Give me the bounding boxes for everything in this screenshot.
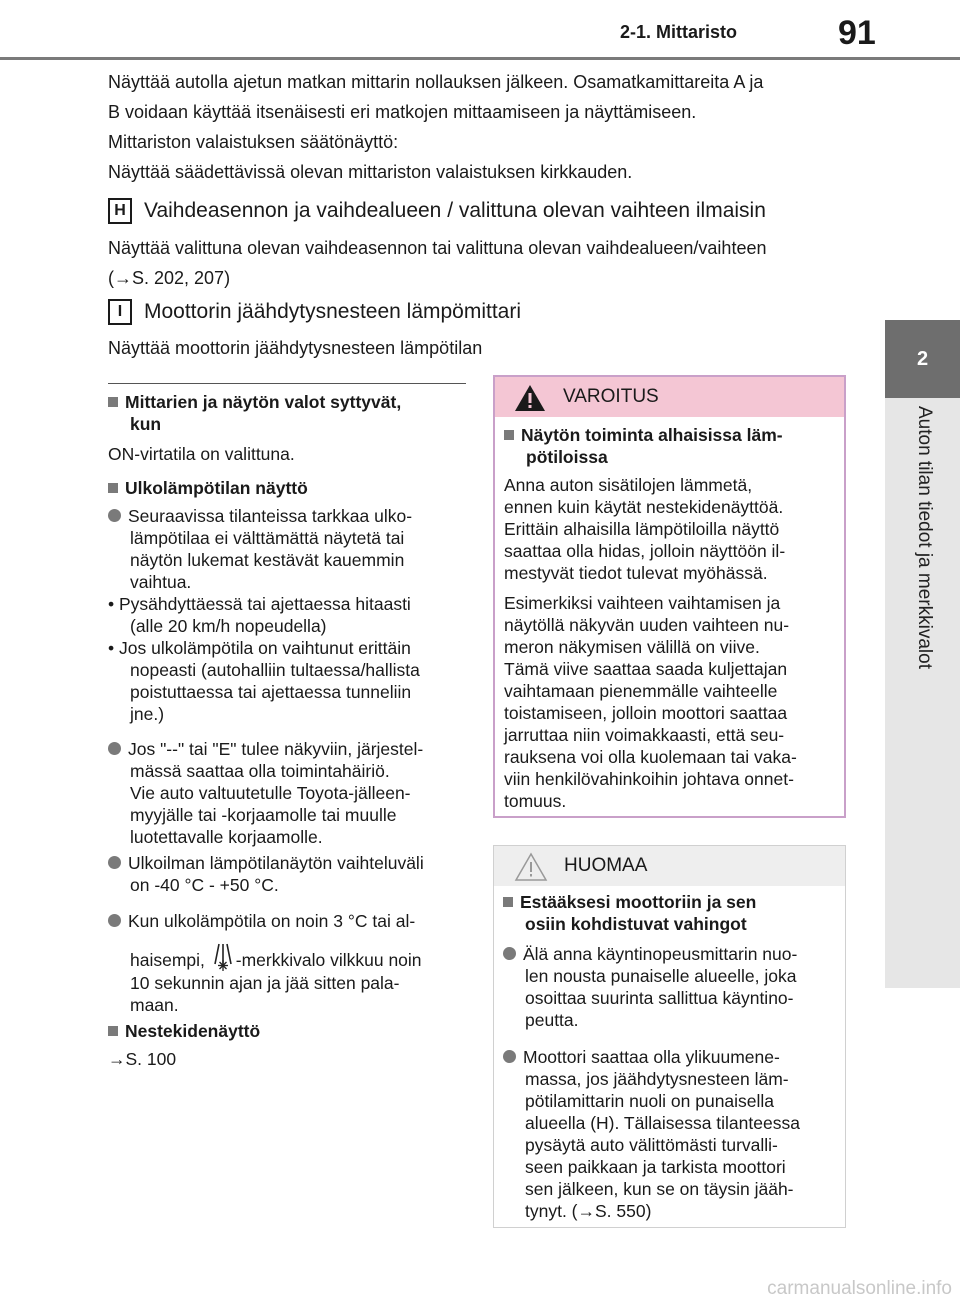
- left-text-1: ON-virtatila on valittuna.: [108, 444, 295, 464]
- left-bullet-2: Jos "--" tai "E" tulee näkyviin, järjestel- mässä saattaa olla toimintahäiriö. Vie auto valtuutetulle Toyota-jälleen- myyjälle tai -korjaamolle tai muulle luotettavalle korjaamolle.: [108, 738, 468, 848]
- square-bullet-icon: [108, 397, 118, 407]
- intro-line-4: Näyttää säädettävissä olevan mittariston valaistuksen kirkkauden.: [108, 162, 633, 182]
- section-h-title: Vaihdeasennon ja vaihdealueen / valittuna olevan vaihteen ilmaisin: [144, 199, 766, 222]
- section-h-text-2: (→S. 202, 207): [108, 268, 231, 288]
- round-bullet-icon: [503, 1050, 516, 1063]
- left-reference: →S. 100: [108, 1049, 177, 1069]
- square-bullet-icon: [504, 430, 514, 440]
- square-bullet-icon: [108, 1026, 118, 1036]
- notice-box: [493, 845, 846, 1228]
- round-bullet-icon: [108, 742, 121, 755]
- round-bullet-icon: [108, 856, 121, 869]
- square-bullet-icon: [503, 897, 513, 907]
- warning-heading: Näytön toiminta alhaisissa läm- pötiloissa: [504, 424, 839, 468]
- chapter-title: Auton tilan tiedot ja merkkivalot: [914, 406, 935, 669]
- left-heading-3: Nestekidenäyttö: [108, 1020, 468, 1042]
- intro-line-2: B voidaan käyttää itsenäisesti eri matkojen mittaamiseen ja näyttämiseen.: [108, 102, 697, 122]
- warning-paragraph-2: Esimerkiksi vaihteen vaihtamisen ja näytöllä näkyvän uuden vaihteen nu- meron näkymisen välillä on viive. Tämä viive saattaa saada kuljettajan vaihtamaan pienemmälle vaihteelle toistamiseen, jolloin moottori saattaa jarruttaa niin voimakkaasti, että seu- rauksena voi olla kuolemaan tai vaka- viin henkilövahinkoihin johtava onnet- tomuus.: [504, 593, 797, 811]
- warning-triangle-outline-icon: [514, 852, 548, 887]
- left-bullet-1: Seuraavissa tilanteissa tarkkaa ulko- lämpötilaa ei välttämättä näytetä tai näytön lukemat kestävät kauemmin vaihtua. • Pysähdyttäessä tai ajettaessa hitaasti (alle 20 km/h nopeudella) • Jos ulkolämpötila on vaihtunut erittäin nopeasti (autohalliin tultaessa/hallista poistuttaessa tai ajettaessa tunneliin jne.): [108, 506, 420, 724]
- section-h-heading: [108, 198, 766, 224]
- round-bullet-icon: [108, 509, 121, 522]
- intro-line-1: Näyttää autolla ajetun matkan mittarin nollauksen jälkeen. Osamatkamittareita A ja: [108, 72, 764, 92]
- notice-label: HUOMAA: [564, 855, 648, 876]
- left-column-rule: [108, 383, 466, 384]
- watermark: carmanualsonline.info: [767, 1278, 952, 1299]
- warning-triangle-icon: [513, 383, 547, 418]
- section-h-text-1: Näyttää valittuna olevan vaihdeasennon tai valittuna olevan vaihdealueen/vaihteen: [108, 238, 767, 258]
- badge-h: H: [108, 198, 132, 224]
- section-i-heading: [108, 299, 521, 325]
- section-header: 2-1. Mittaristo: [620, 22, 738, 42]
- left-bullet-3: Ulkoilman lämpötilanäytön vaihteluväli on -40 °C - +50 °C.: [108, 852, 468, 896]
- left-bullet-4: Kun ulkolämpötila on noin 3 °C tai al- haisempi, -merkkivalo vilkkuu noin 10 sekunnin ajan ja jää sitten pala- maan.: [108, 910, 468, 1016]
- notice-header: [494, 846, 845, 886]
- ice-warning-icon: [210, 942, 236, 972]
- section-i-title: Moottorin jäähdytysnesteen lämpömittari: [144, 300, 522, 323]
- square-bullet-icon: [108, 483, 118, 493]
- notice-bullet-2: Moottori saattaa olla ylikuumene- massa, jos jäähdytysnesteen läm- pötilamittarin nuoli on punaisella alueella (H). Tällaisessa tilanteessa pysäytä auto välittömästi turvalli- seen paikkaan ja tarkista moottori sen jälkeen, kun se on täysin jääh- tynyt. (→S. 550): [503, 1046, 838, 1222]
- warning-label: VAROITUS: [563, 386, 659, 407]
- warning-box: [493, 375, 846, 818]
- chapter-number-tab: 2: [885, 320, 960, 398]
- notice-heading: Estääksesi moottoriin ja sen osiin kohdistuvat vahingot: [503, 891, 838, 935]
- left-heading-1: Mittarien ja näytön valot syttyvät, kun: [108, 391, 468, 435]
- round-bullet-icon: [108, 914, 121, 927]
- warning-header: [495, 377, 844, 417]
- intro-line-3: Mittariston valaistuksen säätönäyttö:: [108, 132, 399, 152]
- left-heading-2: Ulkolämpötilan näyttö: [108, 477, 468, 499]
- notice-bullet-1: Älä anna käyntinopeusmittarin nuo- len nousta punaiselle alueelle, joka osoittaa suurinta sallittua käyntino- peutta.: [503, 943, 838, 1031]
- warning-paragraph-1: Anna auton sisätilojen lämmetä, ennen kuin käytät nestekidenäyttöä. Erittäin alhaisilla lämpötiloilla näyttö saattaa olla hidas, jolloin näyttöön il- mestyvät tiedot tulevat myöhässä.: [504, 475, 786, 583]
- round-bullet-icon: [503, 947, 516, 960]
- page-number: 91: [838, 14, 876, 52]
- badge-i: I: [108, 299, 132, 325]
- section-i-text-1: Näyttää moottorin jäähdytysnesteen lämpötilan: [108, 338, 483, 358]
- header-rule: [0, 57, 960, 60]
